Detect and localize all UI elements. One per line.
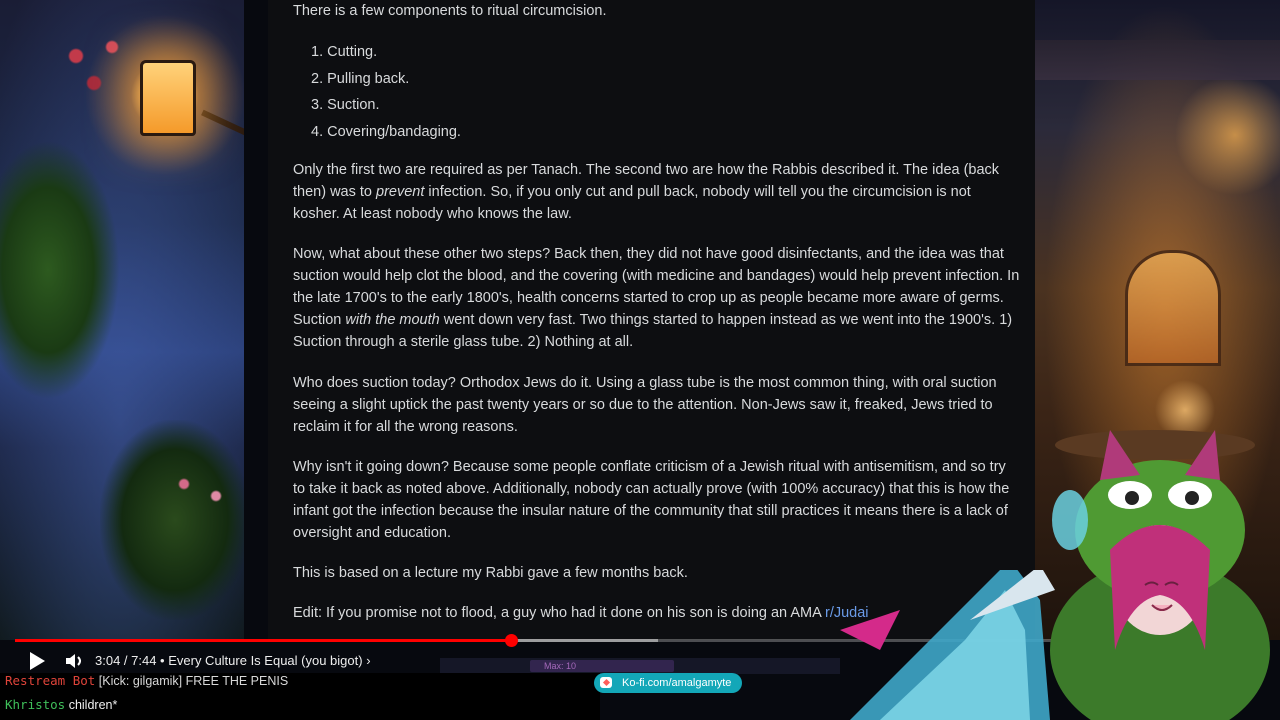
list-number: 1. — [311, 44, 328, 60]
chat-username: Restream Bot — [5, 673, 96, 688]
chat-overlay — [0, 673, 600, 720]
chat-text: children* — [68, 698, 118, 712]
volume-icon[interactable] — [64, 651, 86, 671]
time-and-chapter[interactable]: 3:04 / 7:44 • Every Culture Is Equal (you bigot) › — [95, 653, 371, 668]
progress-played — [15, 639, 511, 642]
tavern-window — [1125, 250, 1221, 366]
list-item: 3. Suction. — [311, 97, 380, 114]
paragraph-edit: Edit: If you promise not to flood, a guy who had it done on his son is doing an AMA r/Judai — [293, 605, 869, 621]
chat-message — [5, 697, 117, 712]
list-item: 4. Covering/bandaging. — [311, 124, 461, 141]
tavern-roof — [1035, 40, 1280, 80]
chat-text: [Kick: gilgamik] FREE THE PENIS — [98, 674, 289, 688]
paragraph-steps: Now, what about these other two steps? Back then, they did not have good disinfectants, and the idea was that suction would help clot the blood, and the covering (with medicine and bandages) would help prevent infection. In the late 1700's to the early 1800's, health concerns started to crop up as people became more aware of germs. Suction with the mouth went down very fast. Two things started to happen instead as we went into the 1900's. 1) Suction through a sterile glass tube. 2) Nothing at all. — [293, 246, 1020, 350]
stream-info-bar — [440, 658, 840, 674]
foliage-decoration — [0, 140, 120, 400]
steps-list — [293, 39, 461, 146]
progress-scrubber[interactable] — [505, 634, 518, 647]
foliage-decoration — [100, 420, 244, 620]
kofi-label: Ko-fi.com/amalgamyte — [622, 677, 732, 689]
reddit-comment — [268, 0, 1035, 640]
intro-text: There is a few components to ritual circumcision. — [293, 3, 607, 19]
lantern-decoration — [140, 60, 196, 136]
list-item: 1. Cutting. — [311, 44, 378, 60]
chat-message — [5, 673, 288, 688]
paragraph-lecture: This is based on a lecture my Rabbi gave a few months back. — [293, 565, 688, 581]
vtuber-avatar — [1040, 420, 1280, 720]
lamp-pole — [201, 110, 244, 137]
dragon-wing-graphic — [840, 570, 1060, 720]
play-icon[interactable] — [28, 651, 46, 671]
flowers-decoration — [160, 460, 240, 520]
list-number: 4. — [311, 124, 328, 141]
paragraph-why: Why isn't it going down? Because some people conflate criticism of a Jewish ritual with antisemitism, and so try to take it back as noted above. Additionally, nobody can actually prove (with 100% accuracy) that this is how the infant got the infection because the insular nature of the community that still practices it means there is a lack of oversight and education. — [293, 459, 1010, 541]
paragraph-suction-today: Who does suction today? Orthodox Jews do it. Using a glass tube is the most common thing, with oral suction seeing a slight uptick the past twenty years or so due to the attention. Non-Jews saw it, freaked, Jews tried to reclaim it for all the wrong reasons. — [293, 375, 997, 435]
background-left-scene — [0, 0, 244, 640]
list-number: 3. — [311, 97, 328, 114]
stream-tag: Max: 10 — [530, 660, 674, 672]
kofi-badge — [594, 673, 742, 693]
subreddit-link[interactable]: r/Judai — [825, 605, 869, 621]
list-number: 2. — [311, 70, 328, 87]
chat-username: Khristos — [5, 697, 66, 712]
list-item: 2. Pulling back. — [311, 70, 410, 87]
paragraph-tanach: Only the first two are required as per Tanach. The second two are how the Rabbis described it. The idea (back then) was to prevent infection. So, if you only cut and pull back, nobody will tell you the circumcision is not kosher. At least nobody who knows the law. — [293, 162, 1000, 222]
